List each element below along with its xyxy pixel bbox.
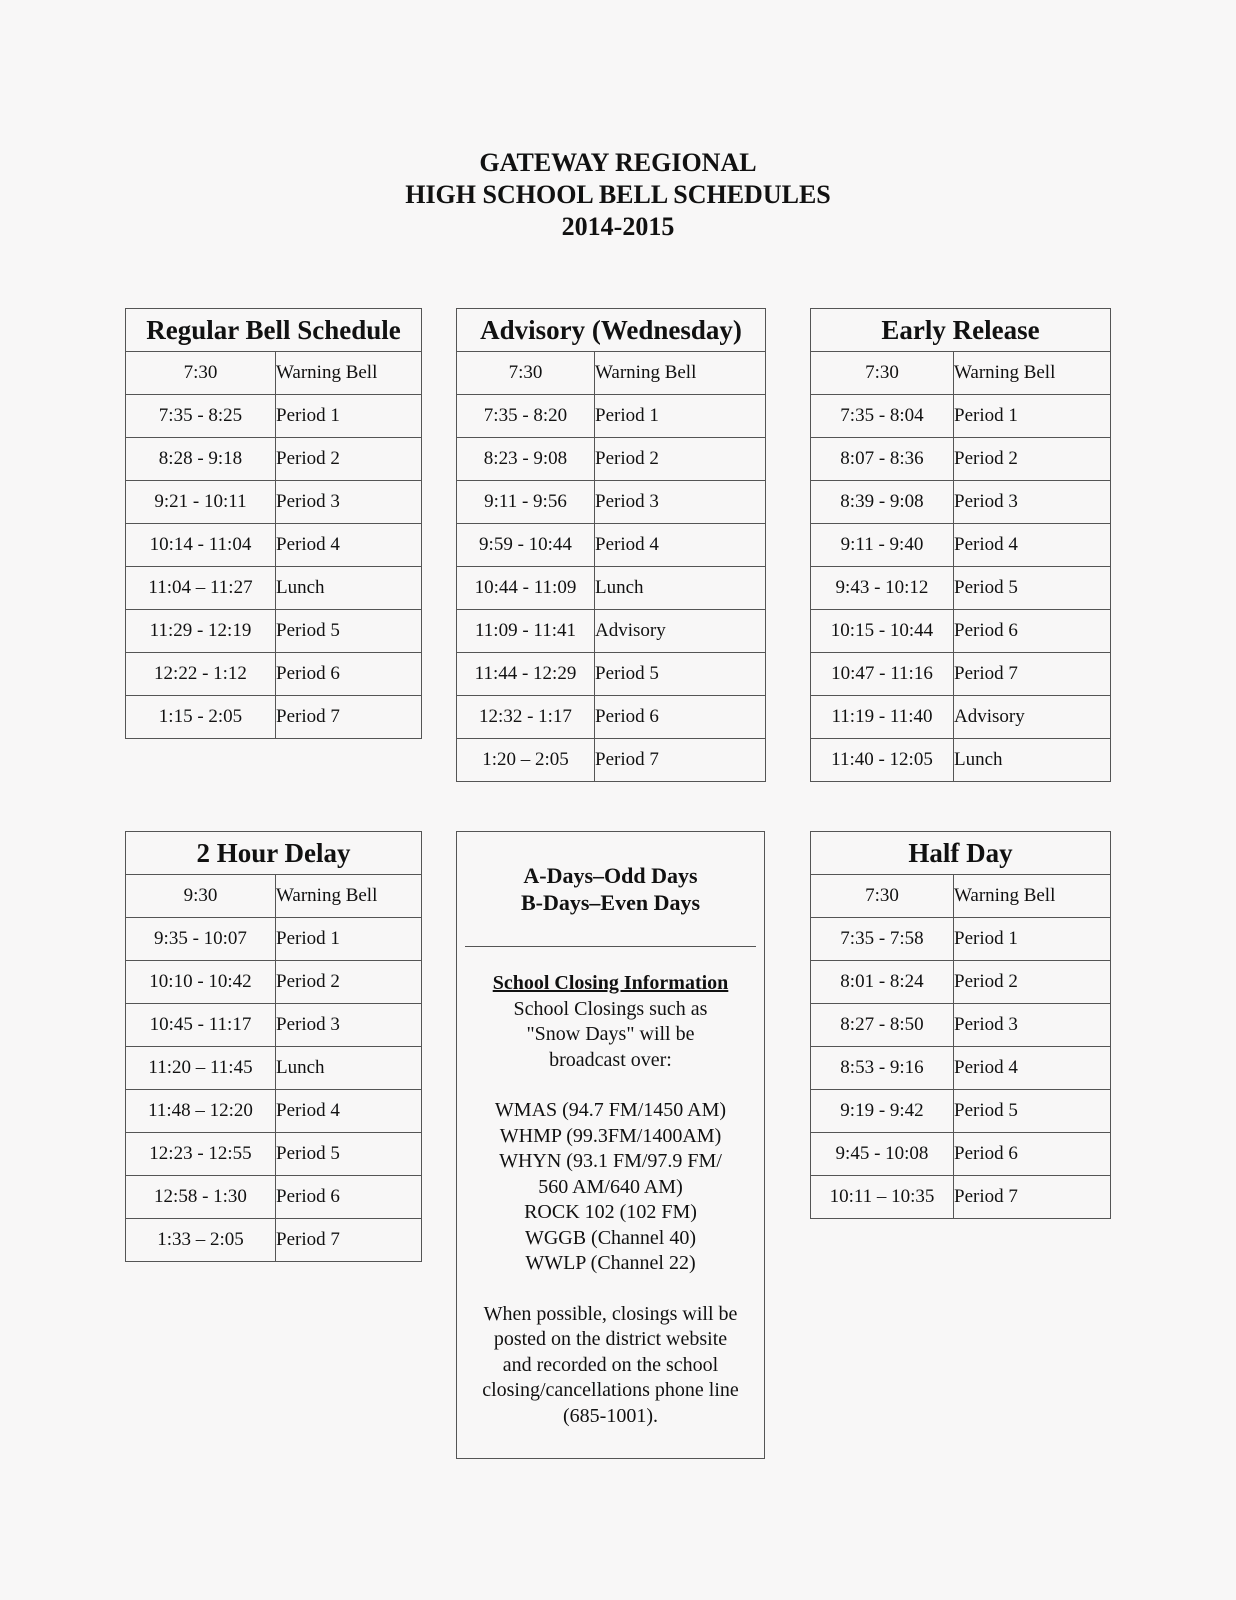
table-row — [457, 524, 766, 567]
station: WGGB (Channel 40) — [524, 1226, 697, 1249]
time-cell: 10:45 - 11:17 — [126, 1004, 276, 1047]
time-cell: 11:48 – 12:20 — [126, 1090, 276, 1133]
schedule-title: Early Release — [811, 309, 1111, 352]
b-days-text: B-Days–Even Days — [520, 890, 701, 915]
time-cell: 10:15 - 10:44 — [811, 610, 954, 653]
period-cell: Period 4 — [276, 1090, 422, 1133]
time-cell: 8:28 - 9:18 — [126, 438, 276, 481]
period-cell: Period 1 — [954, 918, 1111, 961]
schedule-title: 2 Hour Delay — [126, 832, 422, 875]
divider — [465, 946, 756, 947]
period-cell: Period 2 — [954, 438, 1111, 481]
table-row — [811, 739, 1111, 782]
period-cell: Period 1 — [276, 918, 422, 961]
time-cell: 8:23 - 9:08 — [457, 438, 595, 481]
time-cell: 10:44 - 11:09 — [457, 567, 595, 610]
table-row — [126, 481, 422, 524]
table-row — [126, 395, 422, 438]
period-cell: Period 3 — [276, 481, 422, 524]
table-row — [457, 610, 766, 653]
half-day-table — [810, 831, 1111, 1219]
period-cell: Period 7 — [954, 1176, 1111, 1219]
two-hour-delay-table — [125, 831, 422, 1262]
table-row — [126, 875, 422, 918]
table-row — [126, 1090, 422, 1133]
note-line: (685-1001). — [563, 1404, 658, 1427]
time-cell: 11:29 - 12:19 — [126, 610, 276, 653]
time-cell: 11:40 - 12:05 — [811, 739, 954, 782]
closing-intro — [457, 997, 764, 1074]
table-row — [126, 961, 422, 1004]
time-cell: 7:30 — [457, 352, 595, 395]
intro-line: School Closings such as — [513, 997, 708, 1020]
table-row — [811, 481, 1111, 524]
table-row — [811, 1090, 1111, 1133]
table-row — [126, 1219, 422, 1262]
time-cell: 12:32 - 1:17 — [457, 696, 595, 739]
info-box — [456, 831, 765, 1459]
note-line: When possible, closings will be — [483, 1302, 738, 1325]
period-cell: Warning Bell — [954, 875, 1111, 918]
period-cell: Period 1 — [276, 395, 422, 438]
time-cell: 8:53 - 9:16 — [811, 1047, 954, 1090]
table-row — [126, 1004, 422, 1047]
time-cell: 7:35 - 8:25 — [126, 395, 276, 438]
time-cell: 1:33 – 2:05 — [126, 1219, 276, 1262]
time-cell: 9:35 - 10:07 — [126, 918, 276, 961]
closing-note — [457, 1302, 764, 1430]
period-cell: Period 2 — [276, 961, 422, 1004]
table-row — [811, 696, 1111, 739]
intro-line: broadcast over: — [549, 1048, 672, 1071]
time-cell: 12:22 - 1:12 — [126, 653, 276, 696]
time-cell: 7:30 — [811, 352, 954, 395]
table-row — [811, 352, 1111, 395]
table-row — [811, 567, 1111, 610]
time-cell: 9:59 - 10:44 — [457, 524, 595, 567]
time-cell: 8:27 - 8:50 — [811, 1004, 954, 1047]
time-cell: 1:15 - 2:05 — [126, 696, 276, 739]
period-cell: Period 7 — [954, 653, 1111, 696]
table-row — [457, 352, 766, 395]
table-row — [811, 961, 1111, 1004]
table-row — [126, 524, 422, 567]
period-cell: Period 6 — [276, 1176, 422, 1219]
time-cell: 9:11 - 9:56 — [457, 481, 595, 524]
table-row — [126, 1047, 422, 1090]
table-row — [811, 1047, 1111, 1090]
a-days-text: A-Days–Odd Days — [523, 863, 698, 888]
period-cell: Period 3 — [954, 1004, 1111, 1047]
regular-bell-schedule-table — [125, 308, 422, 739]
time-cell: 11:44 - 12:29 — [457, 653, 595, 696]
table-row — [811, 438, 1111, 481]
table-row — [457, 696, 766, 739]
period-cell: Advisory — [595, 610, 766, 653]
table-row — [811, 875, 1111, 918]
time-cell: 8:39 - 9:08 — [811, 481, 954, 524]
station: WHYN (93.1 FM/97.9 FM/ — [499, 1150, 722, 1172]
period-cell: Period 2 — [276, 438, 422, 481]
note-line: closing/cancellations phone line — [482, 1379, 739, 1401]
note-line: and recorded on the school — [502, 1353, 719, 1376]
period-cell: Period 1 — [954, 395, 1111, 438]
time-cell: 10:14 - 11:04 — [126, 524, 276, 567]
station: 560 AM/640 AM) — [538, 1175, 683, 1198]
ab-days-note — [457, 862, 764, 916]
table-row — [457, 395, 766, 438]
period-cell: Lunch — [595, 567, 766, 610]
time-cell: 9:19 - 9:42 — [811, 1090, 954, 1133]
period-cell: Period 5 — [954, 567, 1111, 610]
intro-line: "Snow Days" will be — [526, 1023, 695, 1045]
period-cell: Warning Bell — [276, 875, 422, 918]
station: WHMP (99.3FM/1400AM) — [499, 1124, 722, 1147]
period-cell: Period 1 — [595, 395, 766, 438]
schedule-title: Half Day — [811, 832, 1111, 875]
period-cell: Period 5 — [954, 1090, 1111, 1133]
table-row — [126, 352, 422, 395]
note-line: posted on the district website — [493, 1328, 728, 1350]
period-cell: Lunch — [276, 1047, 422, 1090]
title-line: HIGH SCHOOL BELL SCHEDULES — [405, 180, 831, 209]
closing-info-heading: School Closing Information — [492, 972, 729, 994]
station: ROCK 102 (102 FM) — [524, 1201, 697, 1223]
time-cell: 11:04 – 11:27 — [126, 567, 276, 610]
table-row — [811, 395, 1111, 438]
time-cell: 11:19 - 11:40 — [811, 696, 954, 739]
table-row — [811, 1176, 1111, 1219]
period-cell: Period 6 — [276, 653, 422, 696]
time-cell: 9:30 — [126, 875, 276, 918]
table-row — [457, 481, 766, 524]
time-cell: 1:20 – 2:05 — [457, 739, 595, 782]
period-cell: Period 5 — [276, 1133, 422, 1176]
table-row — [126, 567, 422, 610]
period-cell: Period 6 — [595, 696, 766, 739]
time-cell: 7:30 — [126, 352, 276, 395]
period-cell: Period 3 — [954, 481, 1111, 524]
period-cell: Period 3 — [595, 481, 766, 524]
station: WWLP (Channel 22) — [525, 1252, 696, 1274]
period-cell: Period 4 — [595, 524, 766, 567]
time-cell: 10:47 - 11:16 — [811, 653, 954, 696]
table-row — [811, 653, 1111, 696]
time-cell: 7:35 - 8:04 — [811, 395, 954, 438]
schedule-title: Advisory (Wednesday) — [457, 309, 766, 352]
period-cell: Period 4 — [954, 1047, 1111, 1090]
schedule-title: Regular Bell Schedule — [126, 309, 422, 352]
period-cell: Period 2 — [954, 961, 1111, 1004]
period-cell: Period 2 — [595, 438, 766, 481]
period-cell: Period 7 — [276, 1219, 422, 1262]
time-cell: 12:58 - 1:30 — [126, 1176, 276, 1219]
period-cell: Period 6 — [954, 1133, 1111, 1176]
table-row — [457, 653, 766, 696]
title-line: 2014-2015 — [561, 212, 675, 241]
time-cell: 8:07 - 8:36 — [811, 438, 954, 481]
time-cell: 10:10 - 10:42 — [126, 961, 276, 1004]
period-cell: Period 4 — [276, 524, 422, 567]
time-cell: 11:09 - 11:41 — [457, 610, 595, 653]
table-row — [457, 567, 766, 610]
time-cell: 12:23 - 12:55 — [126, 1133, 276, 1176]
time-cell: 7:35 - 7:58 — [811, 918, 954, 961]
table-row — [811, 918, 1111, 961]
document-title — [0, 147, 1236, 243]
period-cell: Period 3 — [276, 1004, 422, 1047]
table-row — [811, 1004, 1111, 1047]
time-cell: 10:11 – 10:35 — [811, 1176, 954, 1219]
period-cell: Lunch — [276, 567, 422, 610]
advisory-wednesday-table — [456, 308, 766, 782]
table-row — [126, 1133, 422, 1176]
time-cell: 8:01 - 8:24 — [811, 961, 954, 1004]
table-row — [457, 438, 766, 481]
period-cell: Warning Bell — [595, 352, 766, 395]
time-cell: 9:45 - 10:08 — [811, 1133, 954, 1176]
period-cell: Period 7 — [595, 739, 766, 782]
time-cell: 9:43 - 10:12 — [811, 567, 954, 610]
time-cell: 7:35 - 8:20 — [457, 395, 595, 438]
period-cell: Period 4 — [954, 524, 1111, 567]
table-row — [811, 1133, 1111, 1176]
period-cell: Warning Bell — [954, 352, 1111, 395]
table-row — [126, 1176, 422, 1219]
table-row — [126, 918, 422, 961]
period-cell: Period 5 — [595, 653, 766, 696]
table-row — [457, 739, 766, 782]
time-cell: 9:21 - 10:11 — [126, 481, 276, 524]
period-cell: Period 6 — [954, 610, 1111, 653]
time-cell: 9:11 - 9:40 — [811, 524, 954, 567]
table-row — [126, 438, 422, 481]
station-list — [457, 1098, 764, 1277]
table-row — [126, 653, 422, 696]
table-row — [126, 696, 422, 739]
station: WMAS (94.7 FM/1450 AM) — [494, 1099, 727, 1121]
period-cell: Warning Bell — [276, 352, 422, 395]
period-cell: Lunch — [954, 739, 1111, 782]
table-row — [811, 524, 1111, 567]
period-cell: Period 5 — [276, 610, 422, 653]
period-cell: Advisory — [954, 696, 1111, 739]
early-release-table — [810, 308, 1111, 782]
period-cell: Period 7 — [276, 696, 422, 739]
table-row — [811, 610, 1111, 653]
table-row — [126, 610, 422, 653]
time-cell: 7:30 — [811, 875, 954, 918]
time-cell: 11:20 – 11:45 — [126, 1047, 276, 1090]
title-line: GATEWAY REGIONAL — [479, 148, 757, 177]
